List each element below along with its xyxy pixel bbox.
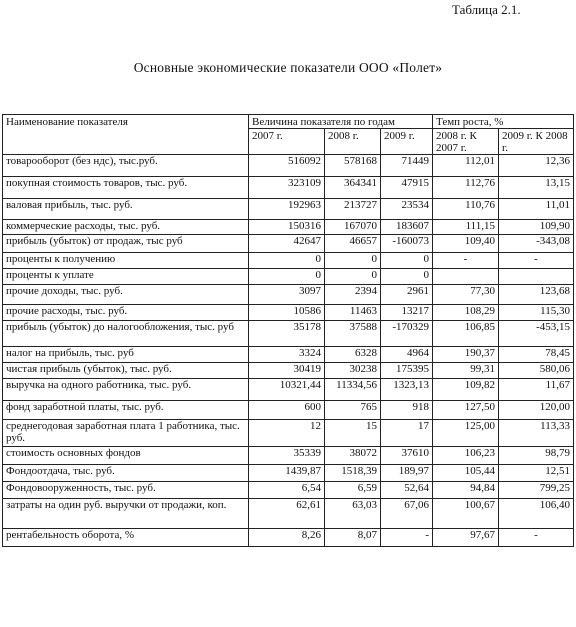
table-label: Таблица 2.1. [452,2,521,17]
year-value: 578168 [325,155,381,177]
growth-value: 13,15 [499,177,574,199]
table-row [3,420,574,447]
growth-value: 123,68 [499,285,574,305]
year-value: 1323,13 [381,379,433,401]
year-value: 6328 [325,347,381,363]
indicator-name: выручка на одного работника, тыс. руб. [3,379,249,401]
header-year: 2008 г. [325,129,381,155]
table-row [3,305,574,321]
growth-value: 106,40 [499,499,574,529]
year-value: 516092 [249,155,325,177]
year-value: 0 [249,253,325,269]
indicator-name: проценты к уплате [3,269,249,285]
year-value: - [381,529,433,547]
year-value: 35339 [249,447,325,465]
growth-value: 98,79 [499,447,574,465]
year-value: 0 [325,253,381,269]
year-value: 765 [325,401,381,420]
growth-value: 109,90 [499,220,574,235]
table-title: Основные экономические показатели ООО «Полет» [133,60,443,75]
table-row [3,401,574,420]
header-growth: 2009 г. К 2008 г. [499,129,574,155]
indicator-name: Фондоотдача, тыс. руб. [3,465,249,482]
year-value: 10586 [249,305,325,321]
year-value: 175395 [381,363,433,379]
year-value: 8,07 [325,529,381,547]
year-value: 2394 [325,285,381,305]
year-value: 63,03 [325,499,381,529]
year-value: 0 [381,269,433,285]
growth-value: 106,85 [433,321,499,347]
year-value: 183607 [381,220,433,235]
growth-value: 580,06 [499,363,574,379]
year-value: 12 [249,420,325,447]
year-value: 13217 [381,305,433,321]
indicator-name: стоимость основных фондов [3,447,249,465]
growth-value: 106,23 [433,447,499,465]
year-value: 0 [325,269,381,285]
growth-value: 109,82 [433,379,499,401]
year-value: 10321,44 [249,379,325,401]
table-row [3,220,574,235]
indicator-name: затраты на один руб. выручки от продажи, коп. [3,499,249,529]
economic-indicators-table [2,114,574,547]
growth-value: 111,15 [433,220,499,235]
table-row [3,177,574,199]
growth-value: - [499,529,574,547]
year-value: 37610 [381,447,433,465]
growth-value: 113,33 [499,420,574,447]
growth-value [433,269,499,285]
year-value: 1439,87 [249,465,325,482]
indicator-name: валовая прибыль, тыс. руб. [3,199,249,220]
year-value: 364341 [325,177,381,199]
indicator-name: прибыль (убыток) до налогообложения, тыс. руб [3,321,249,347]
header-growth-group: Темп роста, % [433,115,574,129]
growth-value: 105,44 [433,465,499,482]
growth-value: 108,29 [433,305,499,321]
indicator-name: чистая прибыль (убыток), тыс. руб. [3,363,249,379]
year-value: 2961 [381,285,433,305]
year-value: 3324 [249,347,325,363]
year-value: 6,54 [249,482,325,499]
year-value: 150316 [249,220,325,235]
year-value: 213727 [325,199,381,220]
indicator-name: покупная стоимость товаров, тыс. руб. [3,177,249,199]
growth-value: - [433,253,499,269]
year-value: 189,97 [381,465,433,482]
table-row [3,447,574,465]
header-growth: 2008 г. К 2007 г. [433,129,499,155]
year-value: 11334,56 [325,379,381,401]
year-value: 67,06 [381,499,433,529]
growth-value: 120,00 [499,401,574,420]
table-row [3,363,574,379]
year-value: 0 [249,269,325,285]
table-row [3,465,574,482]
year-value: 62,61 [249,499,325,529]
year-value: 71449 [381,155,433,177]
growth-value: 11,67 [499,379,574,401]
growth-value: 99,31 [433,363,499,379]
table-row [3,499,574,529]
indicator-name: прочие расходы, тыс. руб. [3,305,249,321]
growth-value: 115,30 [499,305,574,321]
year-value: 15 [325,420,381,447]
year-value: 167070 [325,220,381,235]
growth-value: 100,67 [433,499,499,529]
growth-value: 11,01 [499,199,574,220]
year-value: 17 [381,420,433,447]
growth-value: - [499,253,574,269]
year-value: 30419 [249,363,325,379]
growth-value: 799,25 [499,482,574,499]
growth-value: 97,67 [433,529,499,547]
year-value: 35178 [249,321,325,347]
table-row [3,482,574,499]
growth-value: 125,00 [433,420,499,447]
year-value: 4964 [381,347,433,363]
growth-value: -343,08 [499,235,574,253]
year-value: 3097 [249,285,325,305]
year-value: 323109 [249,177,325,199]
table-row [3,529,574,547]
growth-value: 94,84 [433,482,499,499]
growth-value [499,269,574,285]
header-value-group: Величина показателя по годам [249,115,433,129]
table-row [3,199,574,220]
growth-value: 78,45 [499,347,574,363]
table-row [3,379,574,401]
indicator-name: фонд заработной платы, тыс. руб. [3,401,249,420]
indicator-name: коммерческие расходы, тыс. руб. [3,220,249,235]
header-year: 2007 г. [249,129,325,155]
growth-value: 127,50 [433,401,499,420]
table-row [3,253,574,269]
indicator-name: налог на прибыль, тыс. руб [3,347,249,363]
year-value: 600 [249,401,325,420]
indicator-name: прибыль (убыток) от продаж, тыс руб [3,235,249,253]
growth-value: 190,37 [433,347,499,363]
year-value: -170329 [381,321,433,347]
year-value: -160073 [381,235,433,253]
indicator-name: прочие доходы, тыс. руб. [3,285,249,305]
indicator-name: проценты к получению [3,253,249,269]
table-row [3,269,574,285]
table-row [3,235,574,253]
growth-value: 109,40 [433,235,499,253]
year-value: 47915 [381,177,433,199]
year-value: 37588 [325,321,381,347]
year-value: 30238 [325,363,381,379]
year-value: 1518,39 [325,465,381,482]
indicator-name: Фондовооруженность, тыс. руб. [3,482,249,499]
indicator-name: рентабельность оборота, % [3,529,249,547]
header-year: 2009 г. [381,129,433,155]
growth-value: -453,15 [499,321,574,347]
year-value: 8,26 [249,529,325,547]
growth-value: 112,01 [433,155,499,177]
table-row [3,155,574,177]
indicator-name: среднегодовая заработная плата 1 работника, тыс. руб. [3,420,249,447]
year-value: 918 [381,401,433,420]
header-name: Наименование показателя [3,115,249,155]
year-value: 42647 [249,235,325,253]
table-row [3,347,574,363]
growth-value: 77,30 [433,285,499,305]
year-value: 6,59 [325,482,381,499]
year-value: 0 [381,253,433,269]
year-value: 52,64 [381,482,433,499]
growth-value: 12,51 [499,465,574,482]
indicator-name: товарооборот (без ндс), тыс.руб. [3,155,249,177]
year-value: 192963 [249,199,325,220]
year-value: 23534 [381,199,433,220]
table-row [3,285,574,305]
year-value: 11463 [325,305,381,321]
growth-value: 110,76 [433,199,499,220]
growth-value: 12,36 [499,155,574,177]
table-row [3,321,574,347]
year-value: 46657 [325,235,381,253]
year-value: 38072 [325,447,381,465]
growth-value: 112,76 [433,177,499,199]
